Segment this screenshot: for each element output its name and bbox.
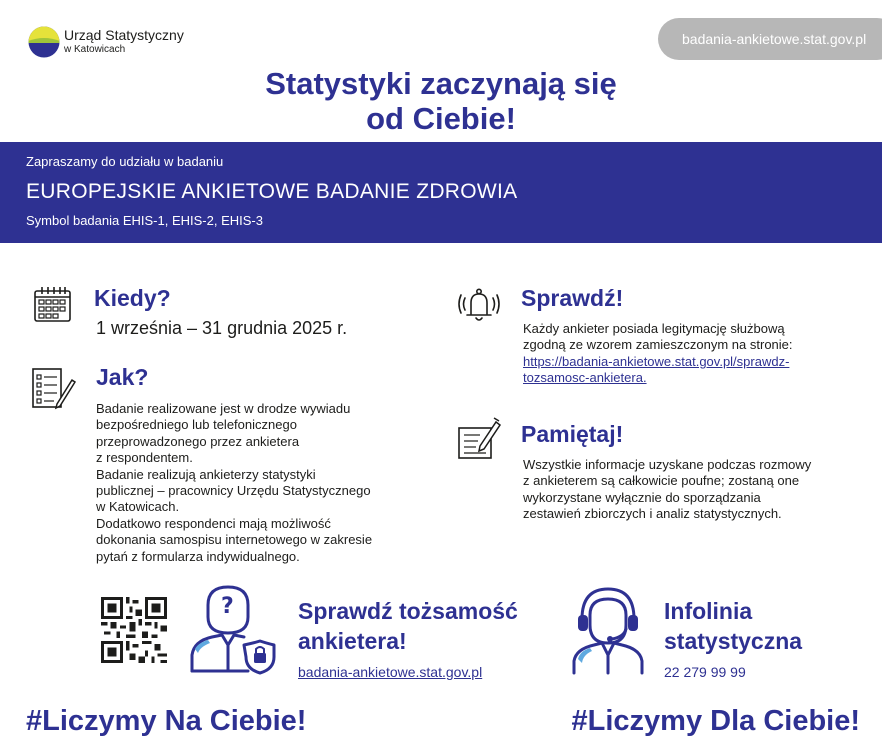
infoline-title	[664, 596, 802, 656]
survey-band	[0, 142, 882, 243]
pamietaj-line: Wszystkie informacje uzyskane podczas rozmowy	[523, 457, 812, 472]
document-pen-icon	[458, 416, 502, 465]
infoline-title-line1: Infolinia	[664, 598, 753, 624]
hashtag-right: #Liczymy Dla Ciebie!	[571, 705, 860, 737]
band-symbol: Symbol badania EHIS-1, EHIS-2, EHIS-3	[26, 213, 263, 228]
jak-line: publicznej – pracownicy Urzędu Statystycznego	[96, 483, 371, 499]
pamietaj-line: zestawień zbiorczych i analiz statystycznych.	[523, 506, 782, 522]
pamietaj-line: wykorzystane wyłącznie do sporządzania	[523, 489, 761, 505]
jak-line: pytań z formularza indywidualnego.	[96, 548, 300, 564]
qr-code-icon	[101, 597, 167, 668]
logo-city: w Katowicach	[64, 44, 126, 55]
sprawdz-line: zgodną ze wzorem zamieszczonym na stronie:	[523, 337, 793, 353]
verify-url-link[interactable]: https://badania-ankietowe.stat.gov.pl/sprawdz-	[523, 353, 790, 369]
jak-line: Badanie realizują ankieterzy statystyki	[96, 466, 316, 482]
logo-emblem-icon	[28, 18, 60, 66]
headset-agent-icon	[570, 585, 646, 682]
headline-line2: od Ciebie!	[366, 101, 516, 136]
kiedy-title: Kiedy?	[94, 285, 171, 311]
sprawdz-line: Każdy ankieter posiada legitymację służbową	[523, 321, 785, 336]
band-invite: Zapraszamy do udziału w badaniu	[26, 154, 224, 169]
calendar-icon	[34, 286, 72, 327]
headline-line1: Statystyki zaczynają się	[265, 66, 617, 101]
jak-line: z respondentem.	[96, 450, 193, 466]
verify-title-line2: ankietera!	[298, 628, 407, 654]
pamietaj-title: Pamiętaj!	[521, 421, 624, 447]
jak-line: dokonania samospisu internetowego w zakresie	[96, 532, 373, 548]
pamietaj-text	[523, 457, 868, 523]
sprawdz-text	[523, 321, 863, 387]
hashtag-left: #Liczymy Na Ciebie!	[26, 705, 307, 737]
office-logo	[28, 18, 60, 66]
bell-icon	[458, 287, 500, 330]
pamietaj-line: z ankieterem są całkowicie poufne; zostaną one	[523, 473, 800, 489]
infoline-title-line2: statystyczna	[664, 628, 803, 654]
band-title: EUROPEJSKIE ANKIETOWE BADANIE ZDROWIA	[26, 180, 518, 203]
verify-title	[298, 596, 518, 656]
sprawdz-title: Sprawdź!	[521, 285, 624, 311]
site-link-pill[interactable]: badania-ankietowe.stat.gov.pl	[658, 18, 882, 60]
person-question-shield-icon	[186, 583, 276, 680]
logo-name: Urząd Statystyczny	[64, 27, 184, 43]
jak-line: Dodatkowo respondenci mają możliwość	[96, 515, 331, 531]
verify-url-link-cont[interactable]: tozsamosc-ankietera.	[523, 370, 647, 386]
jak-title: Jak?	[96, 364, 149, 390]
jak-line: przeprowadzonego przez ankietera	[96, 433, 300, 449]
jak-line: Badanie realizowane jest w drodze wywiadu	[96, 401, 351, 416]
verify-site-link[interactable]: badania-ankietowe.stat.gov.pl	[298, 664, 483, 680]
form-checklist-icon	[32, 366, 76, 415]
kiedy-dates: 1 września – 31 grudnia 2025 r.	[96, 318, 348, 338]
infoline-phone[interactable]: 22 279 99 99	[664, 664, 746, 680]
jak-line: bezpośredniego lub telefonicznego	[96, 417, 297, 433]
page-headline	[0, 66, 882, 136]
svg-text:?: ?	[221, 594, 234, 619]
jak-text	[96, 401, 436, 565]
jak-line: w Katowicach.	[96, 499, 180, 515]
verify-title-line1: Sprawdź tożsamość	[298, 598, 518, 624]
